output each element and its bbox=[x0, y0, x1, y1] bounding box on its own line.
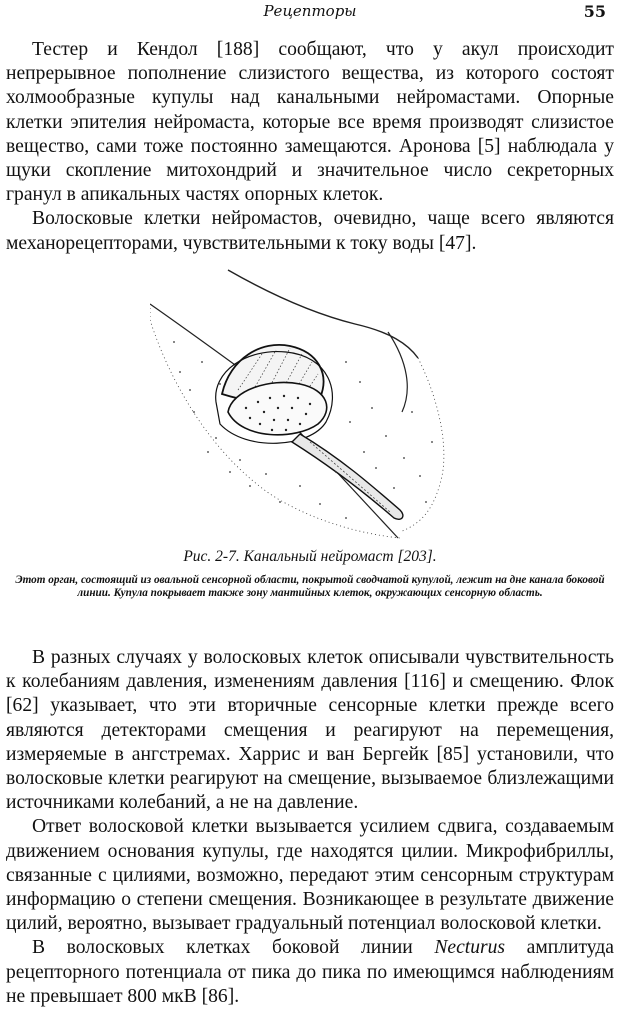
running-title: Рецепторы bbox=[263, 2, 357, 20]
canal-wall-rim bbox=[150, 304, 242, 370]
page-number: 55 bbox=[583, 2, 606, 21]
figure-description: Этот орган, состоящий из овальной сенсорной области, покрытой сводчатой купулой, лежит на дне канала боковой линии. Купула покрывает также зону мантийных клеток, окружающих сенсорную область. bbox=[15, 574, 605, 599]
neuromast-illustration bbox=[150, 262, 480, 540]
text-block-bottom bbox=[6, 646, 614, 1009]
figure-caption bbox=[0, 548, 620, 600]
paragraph: Ответ волосковой клетки вызывается усилием сдвига, создаваемым движением основания купулы, где находятся цилии. Микрофибриллы, связанные с цилиями, возможно, передают этим сенсорным структурам информацию о степени смещения. Возникающее в результате движение цилий, вероятно, вызывает градуальный потенциал волосковой клетки. bbox=[6, 816, 614, 935]
paragraph: В разных случаях у волосковых клеток описывали чувствительность к колебаниям давления, изменениям давления [116] и смещению. Флок [62] указывает, что эти вторичные сенсорные клетки прежде всего являются детекторами смещения и реагируют на перемещения, измеряемые в ангстремах. Харрис и ван Бергейк [85] установили, что волосковые клетки реагируют на смещение, вызываемое близлежащими источниками колебаний, а не на давление. bbox=[6, 647, 614, 814]
paragraph-text: В волосковых клетках боковой линии bbox=[32, 937, 435, 959]
paragraph: Тестер и Кендол [188] сообщают, что у акул происходит непрерывное пополнение слизистого вещества, из которого состоят холмообразные купулы над канальными нейромастами. Опорные клетки эпителия нейромаста, которые все время производят слизистое вещество, сами тоже постоянно замещаются. Аронова [5] наблюдала у щуки скопление митохондрий и значительное число секреторных гранул в апикальных частях опорных клеток. bbox=[6, 39, 614, 206]
paragraph: Волосковые клетки нейромастов, очевидно, чаще всего являются механорецепторами, чувствительными к току воды [47]. bbox=[6, 208, 614, 254]
species-name: Necturus bbox=[434, 937, 506, 959]
figure-title: Рис. 2-7. Канальный нейромаст [203]. bbox=[183, 548, 437, 565]
paragraph-text: амплитуда рецепторного потенциала от пика до пика по имеющимся наблюдениям не превышает 800 мкВ [86]. bbox=[6, 937, 614, 1007]
canal-wall-upper bbox=[228, 270, 418, 358]
page-header bbox=[0, 2, 620, 24]
paragraph bbox=[6, 936, 614, 1009]
text-block-top bbox=[6, 38, 614, 256]
canal-wall-right bbox=[400, 358, 444, 532]
lateral-line-nerve bbox=[292, 434, 403, 519]
